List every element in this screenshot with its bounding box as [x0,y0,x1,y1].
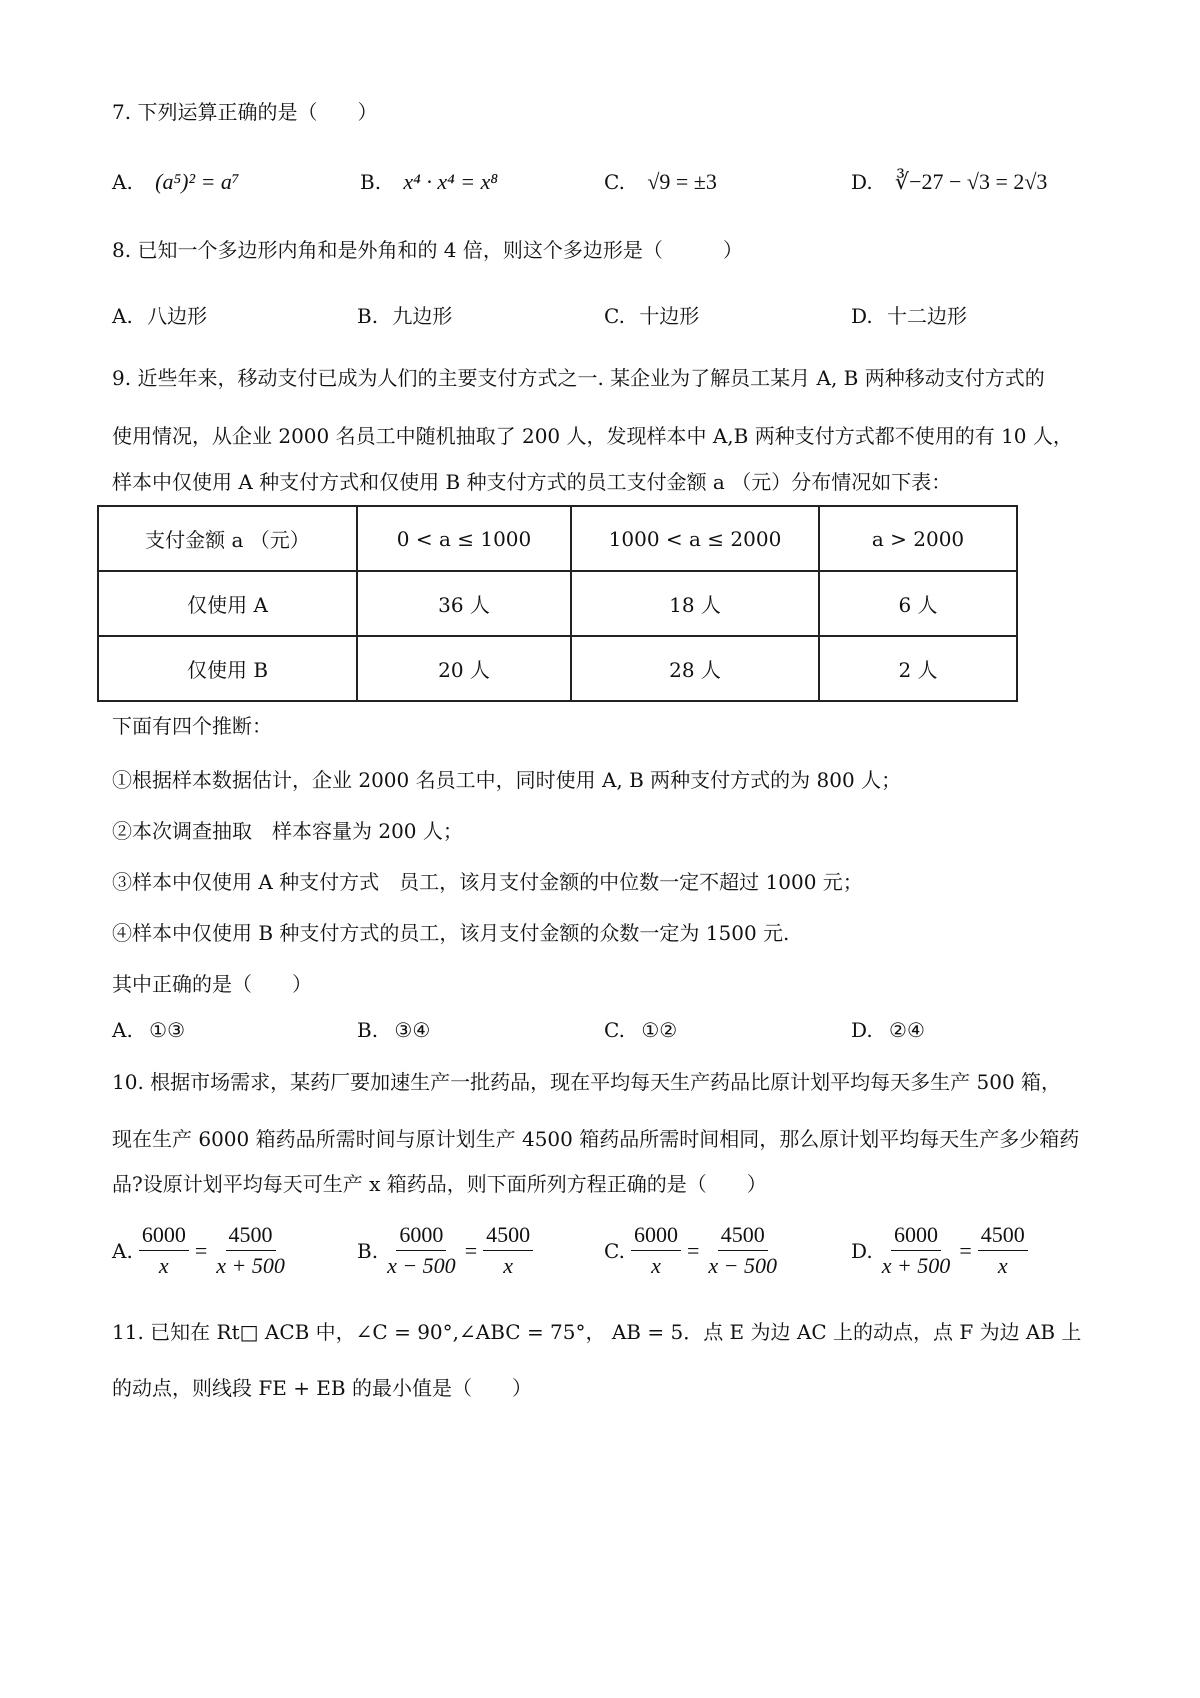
numerator: 4500 [226,1222,276,1251]
q9-line-3: 样本中仅使用 A 种支付方式和仅使用 B 种支付方式的员工支付金额 a （元）分布情况如下表： [112,470,952,494]
option-text: ①② [641,1018,678,1042]
fraction [879,1222,954,1279]
q9-option-c [604,1016,677,1044]
fraction [631,1222,681,1279]
table-cell: 2 人 [819,636,1017,701]
table-cell: 1000 < a ≤ 2000 [571,506,819,571]
numerator: 4500 [718,1222,768,1251]
equals-sign: = [464,1237,478,1263]
numerator: 6000 [891,1222,941,1251]
q8-option-b [357,302,452,330]
denominator: x − 500 [708,1253,777,1278]
q10-line-1: 10. 根据市场需求，某药厂要加速生产一批药品，现在平均每天生产药品比原计划平均每天多生产 500 箱， [112,1070,1062,1094]
option-text: 八边形 [147,304,208,328]
fraction [978,1222,1028,1279]
q10-option-a [112,1222,288,1279]
table-cell: a > 2000 [819,506,1017,571]
equals-sign: = [686,1237,700,1263]
option-label: B. [357,1238,379,1263]
option-label: A. [112,170,133,194]
option-label: A. [112,1018,133,1042]
q11-line-2: 的动点，则线段 FE + EB 的最小值是（ ） [112,1376,532,1400]
fraction [139,1222,189,1279]
q8-option-a [112,302,207,330]
equals-sign: = [194,1237,208,1263]
q10-line-2: 现在生产 6000 箱药品所需时间与原计划生产 4500 箱药品所需时间相同，那么原计划平均每天生产多少箱药 [112,1127,1080,1151]
q9-ask: 其中正确的是（ ） [112,972,312,996]
q10-line-3: 品?设原计划平均每天可生产 x 箱药品，则下面所列方程正确的是（ ） [112,1172,767,1196]
option-expr: ∛−27 − √3 = 2√3 [895,169,1048,194]
option-text: 十二边形 [887,304,968,328]
equals-sign: = [959,1237,972,1263]
option-text: 九边形 [392,304,453,328]
payment-table [97,505,1018,702]
q11-line-1: 11. 已知在 Rt□ ACB 中，∠C = 90°,∠ABC = 75°， AB = 5．点 E 为边 AC 上的动点，点 F 为边 AB 上 [112,1320,1082,1344]
option-text: ③④ [394,1018,431,1042]
option-label: C. [604,170,625,194]
q9-statement-2: ②本次调查抽取 样本容量为 200 人； [112,819,463,843]
denominator: x + 500 [216,1253,285,1278]
q10-option-b [357,1222,533,1279]
q9-line-2: 使用情况，从企业 2000 名员工中随机抽取了 200 人，发现样本中 A,B 两种支付方式都不使用的有 10 人， [112,424,1073,448]
table-cell: 18 人 [571,571,819,636]
table-cell: 0 < a ≤ 1000 [357,506,571,571]
fraction [705,1222,780,1279]
fraction [483,1222,533,1279]
table-cell: 36 人 [357,571,571,636]
option-text: ①③ [149,1018,186,1042]
q9-option-b [357,1016,430,1044]
q9-statement-1: ①根据样本数据估计，企业 2000 名员工中，同时使用 A, B 两种支付方式的为 800 人； [112,768,902,792]
table-cell: 支付金额 a （元） [98,506,357,571]
q8-option-c [604,302,699,330]
option-label: B. [360,170,382,194]
option-text: 十边形 [639,304,700,328]
option-label: D. [851,170,873,194]
table-cell: 28 人 [571,636,819,701]
option-expr: x⁴ · x⁴ = x⁸ [403,169,499,194]
option-label: A. [112,1238,133,1263]
q7-option-c [604,168,717,196]
option-label: D. [851,1238,873,1263]
q10-option-c [604,1222,780,1279]
denominator: x − 500 [387,1253,456,1278]
fraction [384,1222,459,1279]
numerator: 6000 [396,1222,446,1251]
option-label: B. [357,304,379,328]
q10-option-d [851,1222,1028,1279]
table-header-row [98,506,1017,571]
table-cell: 20 人 [357,636,571,701]
q7-stem: 7. 下列运算正确的是（ ） [112,100,378,124]
option-text: ②④ [889,1018,925,1042]
option-expr: (a⁵)² = a⁷ [155,169,240,194]
table-cell: 仅使用 B [98,636,357,701]
option-label: A. [112,304,133,328]
denominator: x [503,1253,513,1278]
fraction [213,1222,288,1279]
table-cell: 仅使用 A [98,571,357,636]
table-row [98,636,1017,701]
q9-option-d [851,1016,925,1044]
q8-option-d [851,302,967,330]
denominator: x [651,1253,661,1278]
q7-option-b [360,168,498,196]
denominator: x [997,1253,1008,1278]
q9-statement-3: ③样本中仅使用 A 种支付方式 员工，该月支付金额的中位数一定不超过 1000 元； [112,870,863,894]
denominator: x + 500 [881,1253,951,1278]
option-label: B. [357,1018,379,1042]
option-expr: √9 = ±3 [647,169,717,194]
option-label: D. [851,304,873,328]
table-cell: 6 人 [819,571,1017,636]
q8-stem: 8. 已知一个多边形内角和是外角和的 4 倍，则这个多边形是（ ） [112,238,743,262]
option-label: C. [604,1238,625,1263]
option-label: D. [851,1018,873,1042]
q9-statement-4: ④样本中仅使用 B 种支付方式的员工，该月支付金额的众数一定为 1500 元. [112,921,790,945]
q9-option-a [112,1016,185,1044]
numerator: 4500 [483,1222,533,1251]
q9-intro: 下面有四个推断： [112,714,272,738]
table-row [98,571,1017,636]
option-label: C. [604,1018,625,1042]
q9-line-1: 9. 近些年来，移动支付已成为人们的主要支付方式之一. 某企业为了解员工某月 A, B 两种移动支付方式的 [112,366,1045,390]
q7-option-d [851,168,1047,196]
numerator: 6000 [139,1222,189,1251]
numerator: 6000 [631,1222,681,1251]
option-label: C. [604,304,625,328]
denominator: x [158,1253,169,1278]
numerator: 4500 [978,1222,1028,1251]
q7-option-a [112,168,240,196]
